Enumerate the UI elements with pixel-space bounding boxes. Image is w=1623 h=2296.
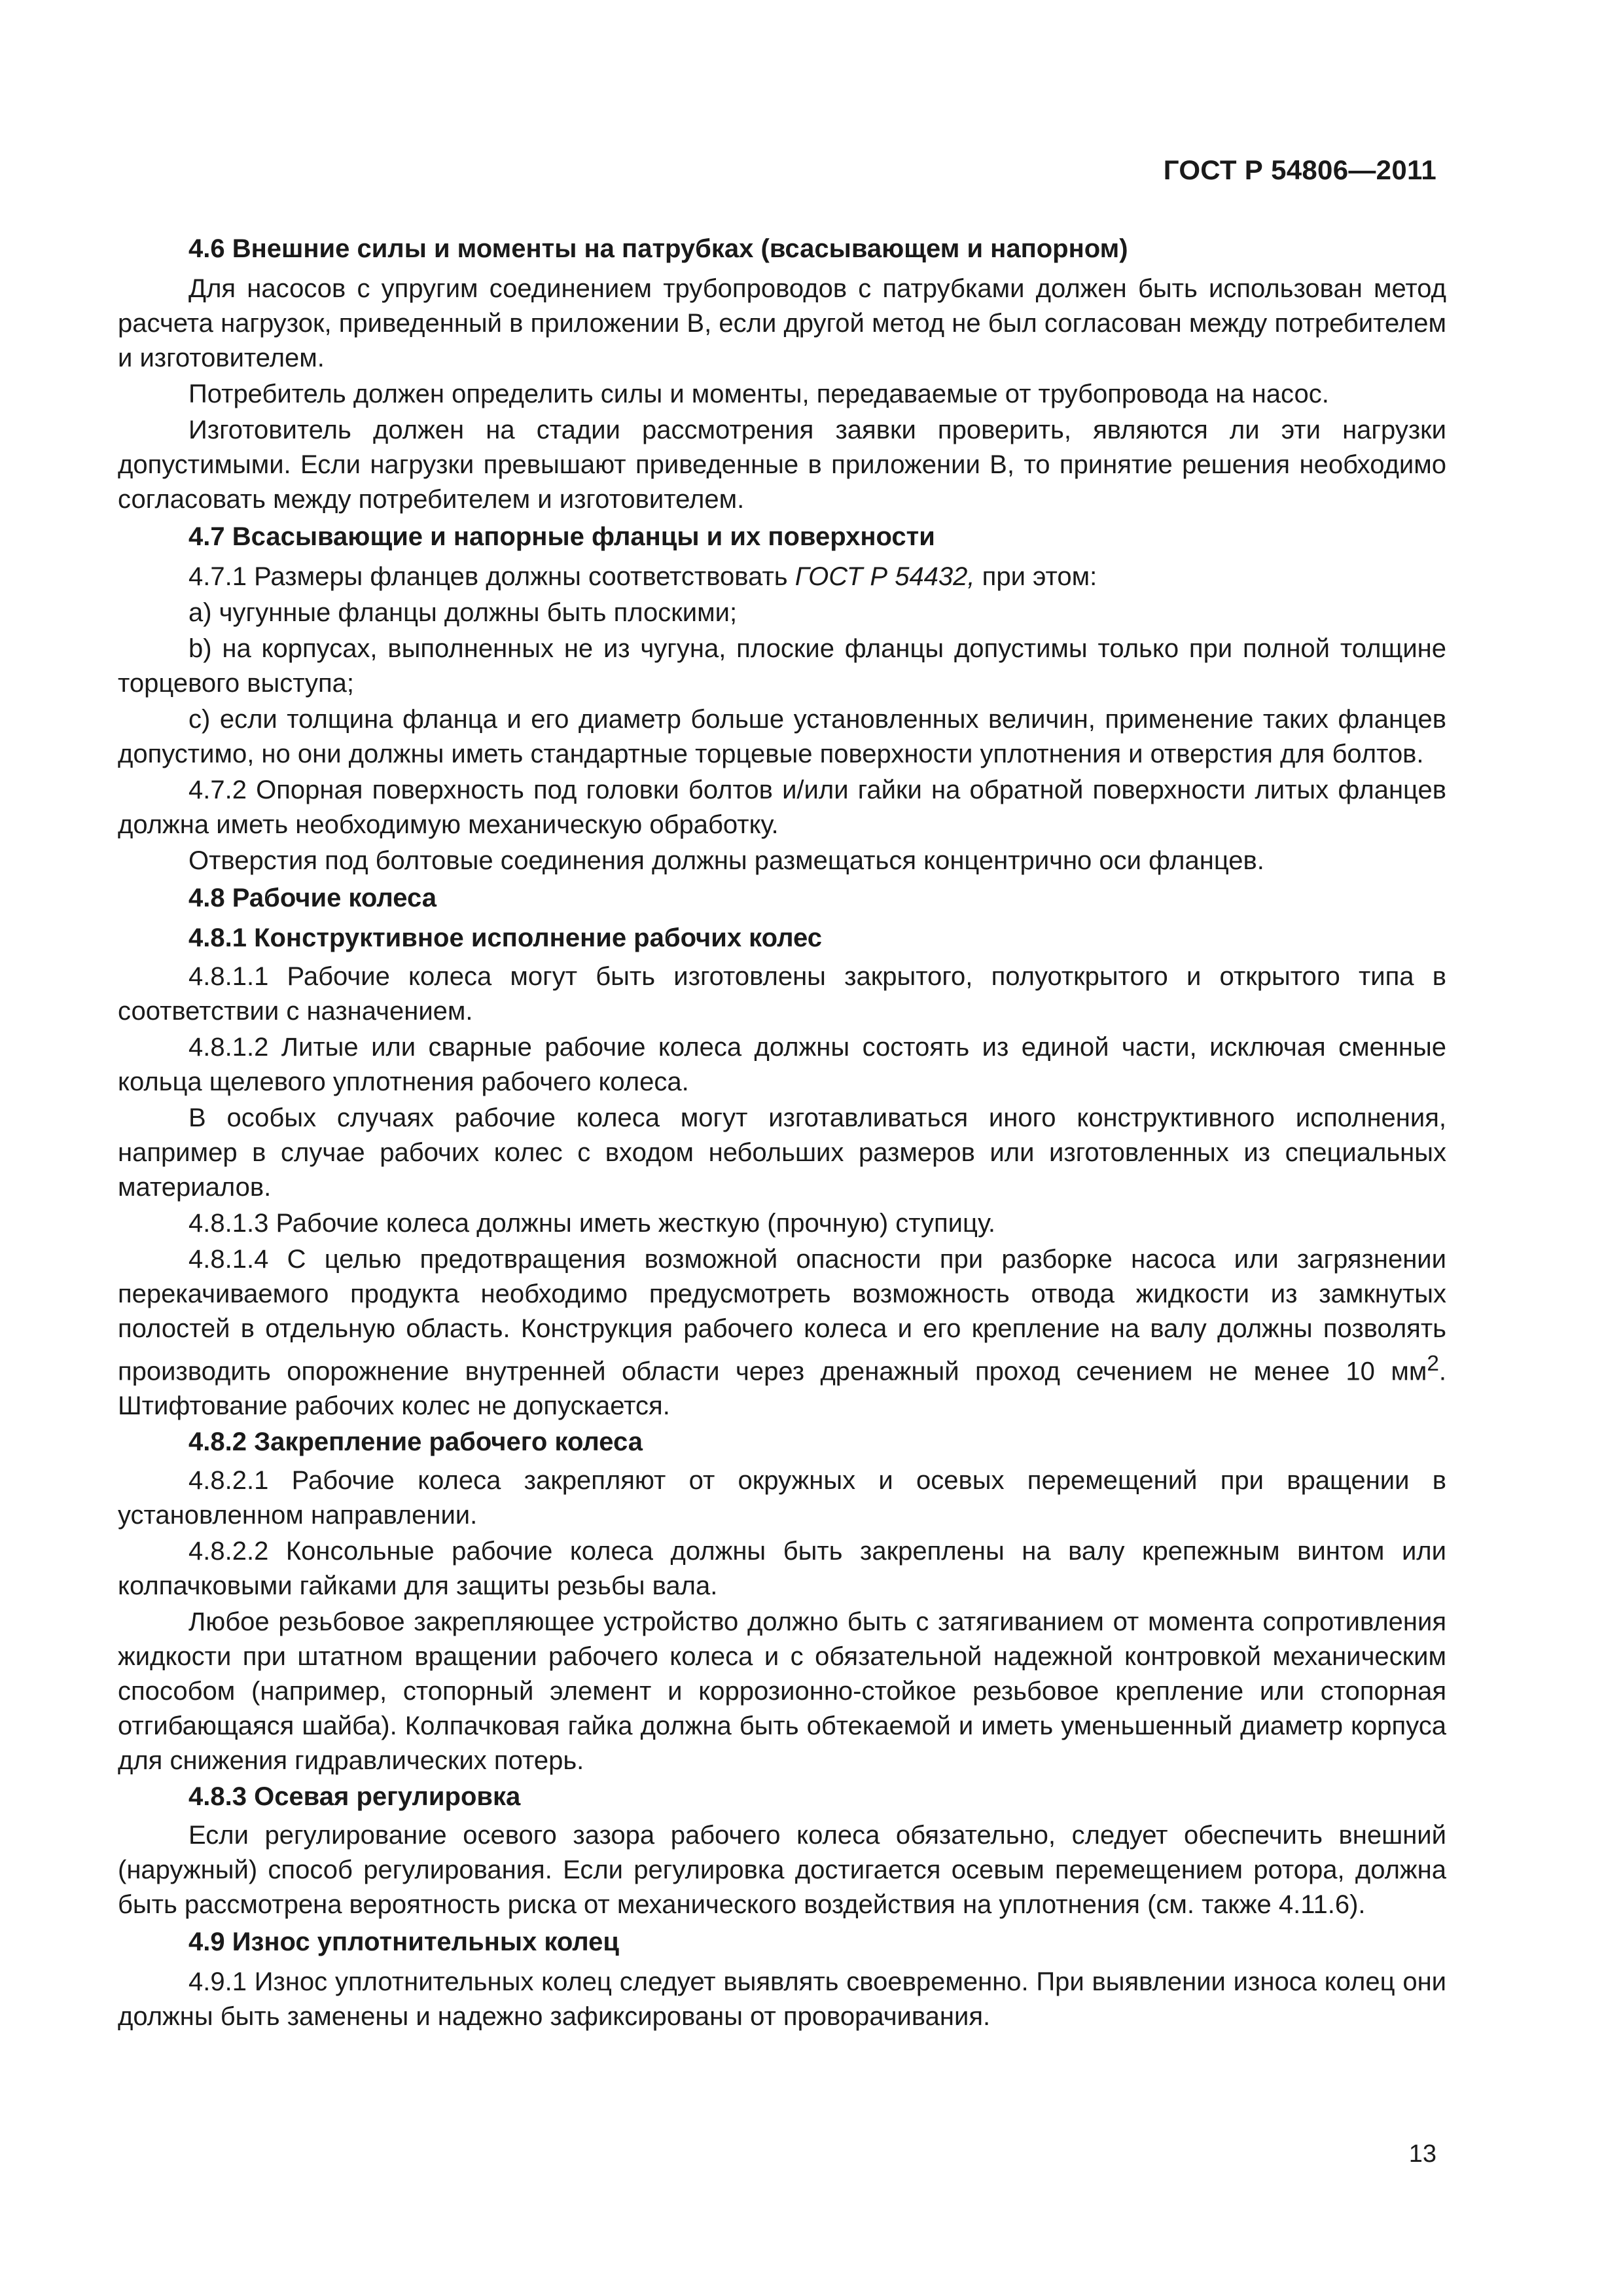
paragraph-4-8-1-3: 4.8.1.3 Рабочие колеса должны иметь жесткую (прочную) ступицу. — [188, 1209, 996, 1238]
list-item-c: с) если толщина фланца и его диаметр больше установленных величин, применение таких фланцев допустимо, но они должны иметь стандартные торцевые поверхности уплотнения и отверстия для болтов. — [118, 705, 1446, 768]
standard-reference: ГОСТ Р 54432, — [794, 562, 975, 591]
paragraph-4-8-2-1: 4.8.2.1 Рабочие колеса закрепляют от окружных и осевых перемещений при вращении в установленном направлении. — [118, 1466, 1446, 1530]
paragraph: Изготовитель должен на стадии рассмотрения заявки проверить, являются ли эти нагрузки допустимыми. Если нагрузки превышают приведенные в приложении В, то принятие решения необходимо согласовать между потребителем и изготовителем. — [118, 416, 1446, 514]
paragraph-4-8-1-2: 4.8.1.2 Литые или сварные рабочие колеса должны состоять из единой части, исключая сменные кольца щелевого уплотнения рабочего колеса. — [118, 1033, 1446, 1096]
paragraph-4-8-1-1: 4.8.1.1 Рабочие колеса могут быть изготовлены закрытого, полуоткрытого и открытого типа в соответствии с назначением. — [118, 962, 1446, 1026]
document-code: ГОСТ Р 54806—2011 — [1163, 154, 1436, 185]
section-4-6-heading: 4.6 Внешние силы и моменты на патрубках (всасывающем и напорном) — [188, 234, 1128, 263]
list-item-b: b) на корпусах, выполненных не из чугуна, плоские фланцы допустимы только при полной толщине торцевого выступа; — [118, 634, 1446, 698]
section-4-8-heading: 4.8 Рабочие колеса — [188, 884, 437, 912]
paragraph-4-7-1 — [118, 560, 1446, 594]
paragraph-4-9-1: 4.9.1 Износ уплотнительных колец следует выявлять своевременно. При выявлении износа колец они должны быть заменены и надежно зафиксированы от проворачивания. — [118, 1967, 1446, 2032]
text: 4.8.1.4 С целью предотвращения возможной опасности при разборке насоса или загрязнении перекачиваемого продукта необходимо предусмотреть возможность отвода жидкости из замкнутых полостей в отдельную область. Конструкция рабочего колеса и его крепление на валу должны позволять производить опорожнение внутренней области через дренажный проход сечением не менее 10 мм — [118, 1245, 1446, 1386]
paragraph-4-8-1-4 — [118, 1242, 1446, 1424]
superscript: 2 — [1427, 1352, 1439, 1376]
paragraph: Для насосов с упругим соединением трубопроводов с патрубками должен быть использован метод расчета нагрузок, приведенный в приложении В, если другой метод не был согласован между потребителем и изготовителем. — [118, 274, 1446, 372]
paragraph-4-8-2-2: 4.8.2.2 Консольные рабочие колеса должны быть закреплены на валу крепежным винтом или колпачковыми гайками для защиты резьбы вала. — [118, 1537, 1446, 1601]
section-4-8-2-heading: 4.8.2 Закрепление рабочего колеса — [188, 1427, 643, 1457]
text: . Штифтование рабочих колес не допускается. — [118, 1357, 1446, 1421]
section-4-7-heading: 4.7 Всасывающие и напорные фланцы и их поверхности — [188, 522, 935, 551]
section-4-9-heading: 4.9 Износ уплотнительных колец — [188, 1928, 620, 1957]
text: при этом: — [974, 562, 1097, 591]
section-4-8-3-heading: 4.8.3 Осевая регулировка — [188, 1782, 521, 1812]
page-number: 13 — [1408, 2140, 1436, 2168]
paragraph-4-8-3: Если регулирование осевого зазора рабочего колеса обязательно, следует обеспечить внешний (наружный) способ регулирования. Если регулировка достигается осевым перемещением ротора, должна быть рассмотрена вероятность риска от механического воздействия на уплотнения (см. также 4.11.6). — [118, 1821, 1446, 1920]
paragraph: В особых случаях рабочие колеса могут изготавливаться иного конструктивного исполнения, например в случае рабочих колес с входом небольших размеров или изготовленных из специальных материалов. — [118, 1103, 1446, 1202]
text: 4.7.1 Размеры фланцев должны соответствовать — [188, 562, 795, 591]
paragraph: Отверстия под болтовые соединения должны размещаться концентрично оси фланцев. — [188, 846, 1264, 875]
paragraph: Потребитель должен определить силы и моменты, передаваемые от трубопровода на насос. — [188, 380, 1329, 408]
list-item-a: а) чугунные фланцы должны быть плоскими; — [188, 598, 738, 627]
paragraph: Любое резьбовое закрепляющее устройство должно быть с затягиванием от момента сопротивления жидкости при штатном вращении рабочего колеса и с обязательной надежной контровкой механическим способом (например, стопорный элемент и коррозионно-стойкое резьбовое крепление или стопорная отгибающаяся шайба). Колпачковая гайка должна быть обтекаемой и иметь уменьшенный диаметр корпуса для снижения гидравлических потерь. — [118, 1607, 1446, 1776]
paragraph-4-7-2: 4.7.2 Опорная поверхность под головки болтов и/или гайки на обратной поверхности литых фланцев должна иметь необходимую механическую обработку. — [118, 776, 1446, 839]
section-4-8-1-heading: 4.8.1 Конструктивное исполнение рабочих колес — [188, 924, 822, 952]
document-body — [118, 229, 1446, 2036]
